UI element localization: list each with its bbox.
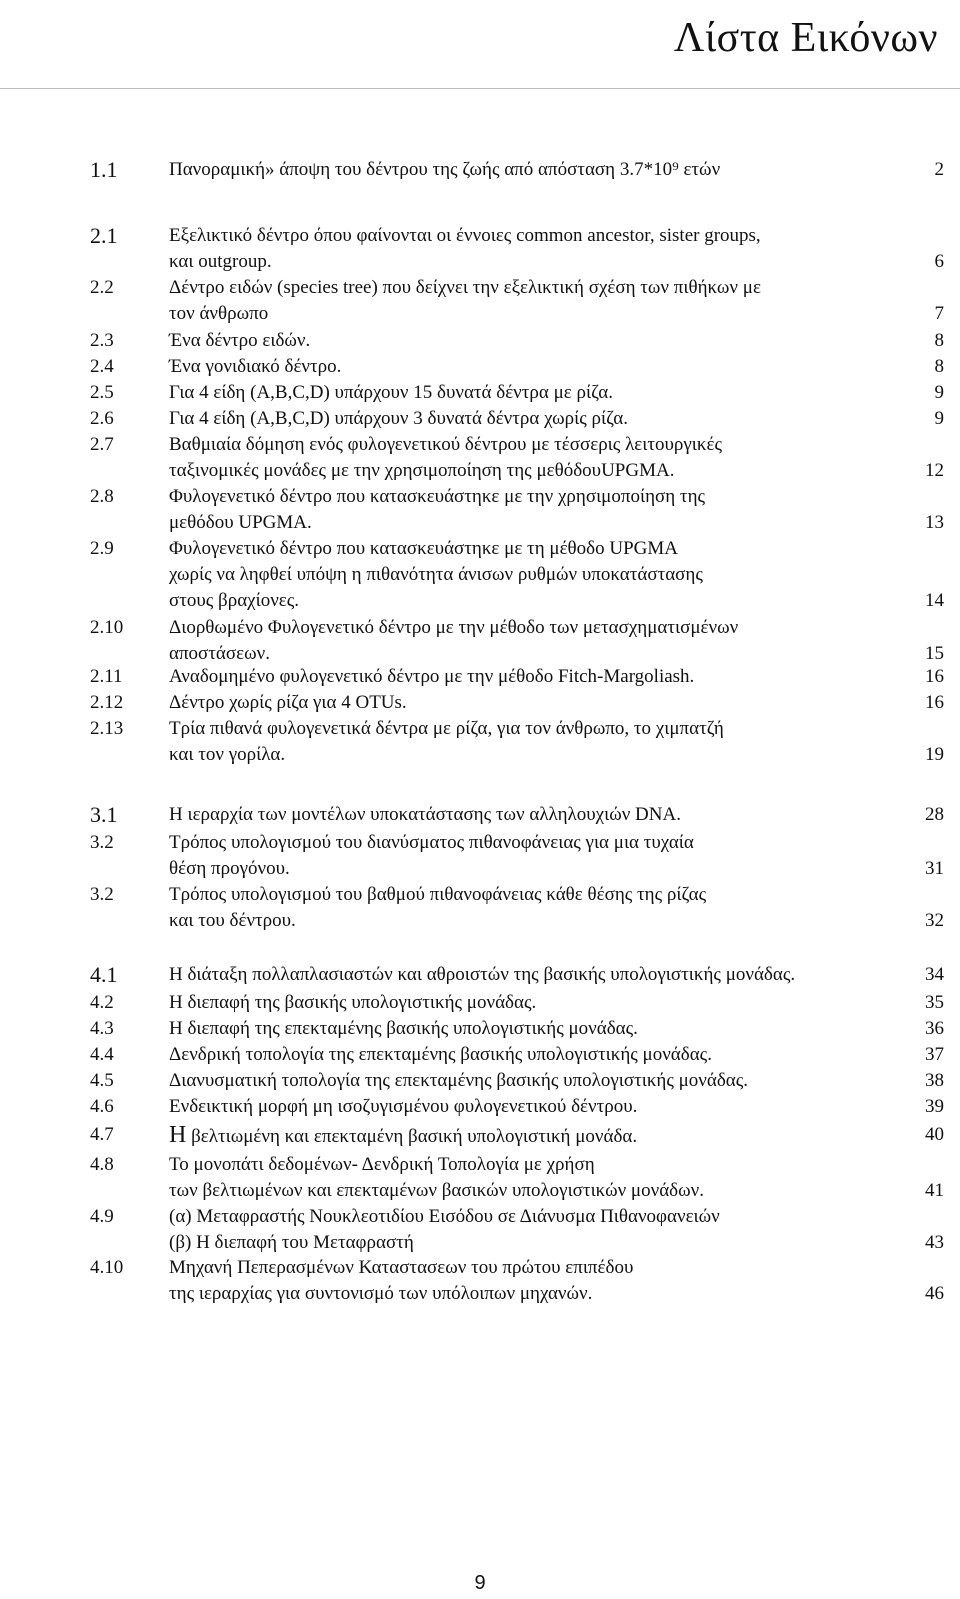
figure-entry-line <box>0 664 960 690</box>
figure-caption: και του δέντρου. <box>169 910 296 931</box>
figure-entry-line <box>0 716 960 742</box>
figure-caption: Πανοραμική» άποψη του δέντρου της ζωής από απόσταση 3.7*10⁹ ετών <box>169 159 721 180</box>
figure-number: 4.2 <box>90 992 114 1013</box>
figure-number: 4.10 <box>90 1257 124 1278</box>
figure-page-number: 40 <box>925 1124 944 1145</box>
figure-number: 3.1 <box>90 802 118 827</box>
figure-caption: θέση προγόνου. <box>169 858 290 879</box>
figure-page-number: 19 <box>925 744 944 765</box>
figure-page-number: 32 <box>925 910 944 931</box>
figure-caption: στους βραχίονες. <box>169 590 300 611</box>
figure-entry-line <box>0 223 960 249</box>
figure-entry-line <box>0 690 960 716</box>
figure-entry-line <box>0 157 960 183</box>
figure-caption: της ιεραρχίας για συντονισμό των υπόλοιπων μηχανών. <box>169 1283 593 1304</box>
figure-caption: Βαθμιαία δόμηση ενός φυλογενετικού δέντρου με τέσσερις λειτουργικές <box>169 434 722 455</box>
figure-entry-line <box>0 301 960 327</box>
figure-number: 4.9 <box>90 1206 114 1227</box>
figure-entry-line <box>0 562 960 588</box>
figure-entry-line <box>0 1230 960 1256</box>
figure-entry-line <box>0 328 960 354</box>
figure-number: 4.8 <box>90 1154 114 1175</box>
figure-number: 2.6 <box>90 408 114 429</box>
figure-caption: Ένα δέντρο ειδών. <box>169 330 311 351</box>
figure-entry-line <box>0 882 960 908</box>
page-title: Λίστα Εικόνων <box>673 15 938 61</box>
figure-number: 1.1 <box>90 157 118 182</box>
figure-entry-line <box>0 856 960 882</box>
figure-entry-line <box>0 1094 960 1120</box>
figure-caption: Το μονοπάτι δεδομένων- Δενδρική Τοπολογία με χρήση <box>169 1154 595 1175</box>
figure-page-number: 31 <box>925 858 944 879</box>
figure-page-number: 43 <box>925 1232 944 1253</box>
figure-entry-line <box>0 588 960 614</box>
figure-number: 4.7 <box>90 1124 114 1145</box>
figure-caption: Δενδρική τοπολογία της επεκταμένης βασικής υπολογιστικής μονάδας. <box>169 1044 712 1065</box>
figure-entry-line <box>0 536 960 562</box>
figure-caption: (α) Μεταφραστής Νουκλεοτιδίου Εισόδου σε Διάνυσμα Πιθανοφανειών <box>169 1206 720 1227</box>
figure-page-number: 28 <box>925 804 944 825</box>
figure-page-number: 41 <box>925 1180 944 1201</box>
figure-entry-line <box>0 249 960 275</box>
figure-number: 2.7 <box>90 434 114 455</box>
figure-entry-line <box>0 1122 960 1148</box>
figure-caption: των βελτιωμένων και επεκταμένων βασικών υπολογιστικών μονάδων. <box>169 1180 704 1201</box>
figure-caption: Τρόπος υπολογισμού του βαθμού πιθανοφάνειας κάθε θέσης της ρίζας <box>169 884 707 905</box>
figure-page-number: 13 <box>925 512 944 533</box>
figure-entry-line <box>0 1281 960 1307</box>
figure-page-number: 15 <box>925 643 944 664</box>
figure-number: 4.3 <box>90 1018 114 1039</box>
figure-caption: Για 4 είδη (A,B,C,D) υπάρχουν 15 δυνατά δέντρα με ρίζα. <box>169 382 613 403</box>
figure-number: 4.5 <box>90 1070 114 1091</box>
figure-caption: Διορθωμένο Φυλογενετικό δέντρο με την μέθοδο των μετασχηματισμένων <box>169 617 739 638</box>
figure-entry-line <box>0 830 960 856</box>
figure-caption: Η διεπαφή της επεκταμένης βασικής υπολογιστικής μονάδας. <box>169 1018 638 1039</box>
figure-entry-line <box>0 1255 960 1281</box>
figure-caption: Δέντρο χωρίς ρίζα για 4 OTUs. <box>169 692 407 713</box>
figure-page-number: 14 <box>925 590 944 611</box>
figure-entry-line <box>0 908 960 934</box>
figure-caption: Φυλογενετικό δέντρο που κατασκευάστηκε με τη μέθοδο UPGMA <box>169 538 678 559</box>
figure-page-number: 8 <box>934 330 944 351</box>
figure-number: 2.3 <box>90 330 114 351</box>
figure-page-number: 34 <box>925 964 944 985</box>
figure-caption: Διανυσματική τοπολογία της επεκταμένης βασικής υπολογιστικής μονάδας. <box>169 1070 749 1091</box>
figure-entry-line <box>0 380 960 406</box>
figure-page-number: 6 <box>934 251 944 272</box>
figure-entry-line <box>0 406 960 432</box>
figure-caption: Η διεπαφή της βασικής υπολογιστικής μονάδας. <box>169 992 537 1013</box>
figure-page-number: 38 <box>925 1070 944 1091</box>
figure-caption: Η διάταξη πολλαπλασιαστών και αθροιστών της βασικής υπολογιστικής μονάδας. <box>169 964 796 985</box>
header-divider <box>0 88 960 89</box>
figure-caption: Τρόπος υπολογισμού του διανύσματος πιθανοφάνειας για μια τυχαία <box>169 832 694 853</box>
figure-number: 2.8 <box>90 486 114 507</box>
figure-entry-line <box>0 510 960 536</box>
figure-caption: Ενδεικτική μορφή μη ισοζυγισμένου φυλογενετικού δέντρου. <box>169 1096 638 1117</box>
figure-entry-line <box>0 1204 960 1230</box>
figure-entry-line <box>0 742 960 768</box>
figure-number: 4.4 <box>90 1044 114 1065</box>
figure-caption: Τρία πιθανά φυλογενετικά δέντρα με ρίζα, για τον άνθρωπο, το χιμπατζή <box>169 718 724 739</box>
figure-entry-line <box>0 615 960 641</box>
figure-entry-line <box>0 1016 960 1042</box>
figure-caption: Για 4 είδη (A,B,C,D) υπάρχουν 3 δυνατά δέντρα χωρίς ρίζα. <box>169 408 628 429</box>
figure-caption: μεθόδου UPGMA. <box>169 512 312 533</box>
footer-page-number: 9 <box>474 1572 486 1594</box>
figure-caption: Δέντρο ειδών (species tree) που δείχνει την εξελικτική σχέση των πιθήκων με <box>169 277 761 298</box>
figure-page-number: 9 <box>934 408 944 429</box>
figure-page-number: 16 <box>925 692 944 713</box>
figure-page-number: 12 <box>925 460 944 481</box>
figure-number: 2.4 <box>90 356 114 377</box>
figure-entry-line <box>0 354 960 380</box>
figure-page-number: 35 <box>925 992 944 1013</box>
figure-number: 3.2 <box>90 884 114 905</box>
figure-number: 2.11 <box>90 666 123 687</box>
figure-caption: Η βελτιωμένη και επεκταμένη βασική υπολογιστική μονάδα. <box>169 1122 638 1148</box>
figure-entry-line <box>0 990 960 1016</box>
figure-number: 2.5 <box>90 382 114 403</box>
figure-number: 3.2 <box>90 832 114 853</box>
figure-caption: τον άνθρωπο <box>169 303 269 324</box>
figure-caption: και τον γορίλα. <box>169 744 286 765</box>
figure-entry-line <box>0 458 960 484</box>
figure-page-number: 37 <box>925 1044 944 1065</box>
figure-caption: Εξελικτικό δέντρο όπου φαίνονται οι έννοιες common ancestor, sister groups, <box>169 225 761 246</box>
figure-number: 4.6 <box>90 1096 114 1117</box>
figure-entry-line <box>0 962 960 988</box>
figure-caption: ταξινομικές μονάδες με την χρησιμοποίηση της μεθόδουUPGMA. <box>169 460 675 481</box>
figure-caption: Μηχανή Πεπερασμένων Καταστασεων του πρώτου επιπέδου <box>169 1257 634 1278</box>
figure-number: 2.2 <box>90 277 114 298</box>
figure-entry-line <box>0 275 960 301</box>
figure-entry-line <box>0 484 960 510</box>
figure-page-number: 36 <box>925 1018 944 1039</box>
figure-page-number: 2 <box>934 159 944 180</box>
figure-page-number: 9 <box>934 382 944 403</box>
figure-page-number: 7 <box>934 303 944 324</box>
figure-caption: Ένα γονιδιακό δέντρο. <box>169 356 342 377</box>
figure-page-number: 46 <box>925 1283 944 1304</box>
figure-page-number: 8 <box>934 356 944 377</box>
figure-caption: αποστάσεων. <box>169 643 270 664</box>
figure-caption: (β) Η διεπαφή του Μεταφραστή <box>169 1232 414 1253</box>
figure-number: 4.1 <box>90 962 118 987</box>
figure-entry-line <box>0 1068 960 1094</box>
figure-caption: Αναδομημένο φυλογενετικό δέντρο με την μέθοδο Fitch-Margoliash. <box>169 666 695 687</box>
figure-entry-line <box>0 432 960 458</box>
figure-number: 2.9 <box>90 538 114 559</box>
figure-entry-line <box>0 1152 960 1178</box>
figure-caption: χωρίς να ληφθεί υπόψη η πιθανότητα άνισων ρυθμών υποκατάστασης <box>169 564 703 585</box>
figure-number: 2.13 <box>90 718 124 739</box>
figure-entry-line <box>0 1042 960 1068</box>
figure-number: 2.1 <box>90 223 118 248</box>
figure-entry-line <box>0 802 960 828</box>
figure-number: 2.10 <box>90 617 124 638</box>
figure-caption: Η ιεραρχία των μοντέλων υποκατάστασης των αλληλουχιών DNA. <box>169 804 681 825</box>
figure-page-number: 16 <box>925 666 944 687</box>
figure-entry-line <box>0 1178 960 1204</box>
figure-caption: και outgroup. <box>169 251 272 272</box>
figure-page-number: 39 <box>925 1096 944 1117</box>
figure-number: 2.12 <box>90 692 124 713</box>
figure-caption: Φυλογενετικό δέντρο που κατασκευάστηκε με την χρησιμοποίηση της <box>169 486 706 507</box>
